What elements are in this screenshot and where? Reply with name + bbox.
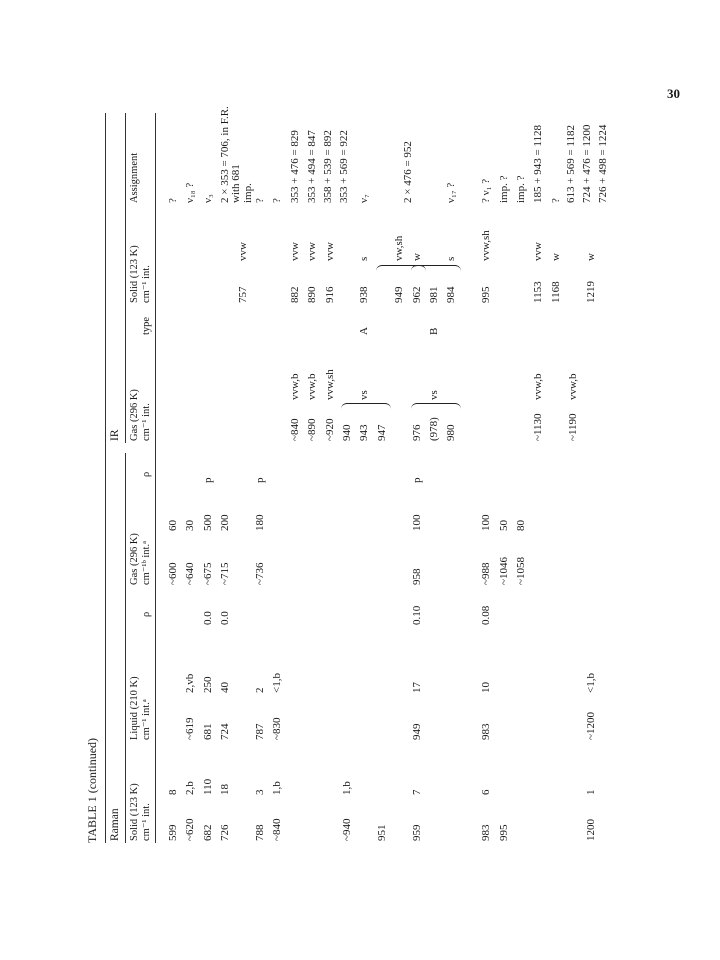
solid-raman-value: ~620 <box>184 818 197 841</box>
gas-ir-intensity: vvw,sh <box>323 369 336 400</box>
solid-ir-intensity: vvw <box>306 242 319 261</box>
assignment-value: 724 + 476 = 1200 <box>581 124 594 203</box>
header-solid-raman-1: Solid (123 K) <box>129 783 140 841</box>
solid-raman-intensity: 8 <box>167 789 179 795</box>
rule-header-bottom <box>155 113 156 843</box>
gas-ir-value: 943 <box>358 424 371 441</box>
header-gas-ir-2: cm⁻¹ int. <box>141 403 152 441</box>
header-liquid-1: Liquid (210 K) <box>129 676 140 740</box>
assignment-value: imp. <box>241 183 254 203</box>
gas-ir-intensity: vvw,b <box>306 373 319 400</box>
gas-ir-value: ~1130 <box>532 413 545 441</box>
rule-raman <box>125 453 126 843</box>
assignment-value: ? ν₁ ? <box>480 178 493 203</box>
header-gas-ir-1: Gas (296 K) <box>129 389 140 441</box>
assignment-value: imp. ? <box>497 175 510 203</box>
solid-raman-value: ~940 <box>341 818 353 841</box>
solid-raman-value: 599 <box>167 824 179 841</box>
solid-raman-value: 682 <box>201 824 214 841</box>
gas-raman-intensity: 50 <box>497 520 510 531</box>
solid-ir-value: 890 <box>306 286 319 303</box>
assignment-value: imp. ? <box>515 175 527 203</box>
solid-raman-value: 726 <box>219 824 232 841</box>
solid-raman-intensity: 1,b <box>271 781 284 795</box>
rho2-value: p <box>254 477 266 483</box>
rho1-value: 0.0 <box>219 611 232 625</box>
solid-ir-value: 981 <box>428 286 440 303</box>
gas-ir-intensity: vs <box>428 390 440 400</box>
header-solid-ir-2: cm⁻¹ int. <box>141 265 152 303</box>
solid-ir-intensity: w <box>549 253 562 261</box>
solid-ir-intensity: s <box>358 256 371 261</box>
liquid-value: 983 <box>480 723 493 740</box>
gas-raman-value: ~1046 <box>497 557 510 585</box>
gas-raman-intensity: 200 <box>219 514 232 531</box>
solid-ir-value: 757 <box>236 286 249 303</box>
rotated-data-table <box>85 106 645 843</box>
group-brace <box>376 265 426 271</box>
solid-ir-intensity: vvw,sh <box>480 230 493 261</box>
group-ir: IR <box>109 429 121 441</box>
group-brace <box>341 403 391 409</box>
solid-ir-intensity: vvw <box>236 242 249 261</box>
solid-ir-value: 1153 <box>532 281 545 303</box>
type-value: B <box>428 327 440 335</box>
assignment-value: ν₇ <box>358 194 371 203</box>
rho2-value: p <box>201 477 214 483</box>
header-gas-raman-1: Gas (296 K) <box>129 533 140 585</box>
solid-ir-intensity: w <box>410 253 423 261</box>
solid-raman-value: 983 <box>480 824 493 841</box>
gas-ir-value: (978) <box>428 417 440 441</box>
solid-raman-intensity: 1 <box>584 789 597 795</box>
assignment-value: with 681 <box>229 164 242 203</box>
liquid-value: 681 <box>201 723 214 740</box>
gas-raman-intensity: 100 <box>480 514 493 531</box>
gas-raman-value: ~715 <box>219 562 232 585</box>
gas-raman-intensity: 500 <box>201 514 214 531</box>
liquid-value: ~830 <box>271 717 284 740</box>
solid-ir-intensity: vvw <box>323 242 336 261</box>
liquid-intensity: 2 <box>254 687 266 693</box>
assignment-value: 353 + 476 = 829 <box>288 130 301 203</box>
gas-raman-intensity: 80 <box>515 520 527 531</box>
assignment-value: ν₃ <box>201 194 214 203</box>
solid-ir-value: 916 <box>323 286 336 303</box>
assignment-value: 353 + 569 = 922 <box>337 130 350 203</box>
group-brace <box>411 403 461 409</box>
liquid-intensity: 250 <box>201 676 214 693</box>
assignment-value: ? <box>167 198 179 203</box>
header-rho2: ρ <box>141 471 152 477</box>
gas-ir-value: ~890 <box>306 418 319 441</box>
rule-ir <box>125 113 126 443</box>
solid-raman-value: ~840 <box>271 818 284 841</box>
header-gas-raman-2: cm⁻¹ᵇ int.ᵃ <box>141 541 152 585</box>
solid-raman-intensity: 2,b <box>184 781 197 795</box>
liquid-intensity: 10 <box>480 682 493 693</box>
assignment-value: ? <box>254 198 266 203</box>
gas-ir-value: ~920 <box>323 418 336 441</box>
assignment-value: 358 + 539 = 892 <box>321 130 334 203</box>
gas-raman-intensity: 180 <box>254 514 266 531</box>
gas-raman-value: ~736 <box>254 562 266 585</box>
liquid-intensity: 2,vb <box>184 673 197 693</box>
gas-raman-value: ~675 <box>201 562 214 585</box>
solid-ir-value: 938 <box>358 286 371 303</box>
assignment-value: 353 + 494 = 847 <box>306 130 319 203</box>
solid-ir-intensity: s <box>445 256 458 261</box>
solid-ir-value: 882 <box>288 286 301 303</box>
solid-ir-value: 1168 <box>549 281 562 303</box>
solid-raman-intensity: 7 <box>410 789 423 795</box>
liquid-intensity: 40 <box>219 682 232 693</box>
assignment-value: 2 × 353 = 706, in F.R. <box>219 106 232 203</box>
liquid-value: ~1200 <box>584 712 597 740</box>
header-type: type <box>141 316 152 335</box>
solid-raman-intensity: 18 <box>219 784 232 795</box>
type-value: A <box>358 327 371 335</box>
solid-ir-value: 1219 <box>584 281 597 303</box>
table-title: TABLE 1 (continued) <box>85 737 99 843</box>
gas-ir-intensity: vs <box>358 390 371 400</box>
header-liquid-2: cm⁻¹ int.ᵃ <box>141 699 152 740</box>
solid-ir-intensity: vvw <box>532 242 545 261</box>
solid-raman-value: 1200 <box>584 819 597 841</box>
header-solid-ir-1: Solid (123 K) <box>129 245 140 303</box>
solid-raman-value: 959 <box>410 824 423 841</box>
solid-raman-intensity: 1,b <box>341 781 353 795</box>
rho1-value: 0.08 <box>480 605 493 625</box>
rule-top <box>105 113 106 843</box>
gas-ir-intensity: vvw,b <box>288 373 301 400</box>
gas-ir-value: 947 <box>375 424 388 441</box>
solid-raman-intensity: 6 <box>480 789 493 795</box>
solid-ir-intensity: vw,sh <box>393 235 406 261</box>
liquid-intensity: 17 <box>410 682 423 693</box>
gas-ir-value: ~1190 <box>567 413 580 441</box>
assignment-value: ? <box>549 198 562 203</box>
solid-ir-intensity: vvw <box>288 242 301 261</box>
assignment-value: 185 + 943 = 1128 <box>532 125 545 203</box>
solid-raman-value: 951 <box>375 824 388 841</box>
solid-ir-value: 962 <box>410 286 423 303</box>
solid-raman-intensity: 110 <box>201 778 214 795</box>
rho2-value: p <box>410 477 423 483</box>
header-assignment: Assignment <box>129 152 140 203</box>
group-raman: Raman <box>109 808 121 841</box>
solid-raman-intensity: 3 <box>254 789 266 795</box>
gas-raman-intensity: 30 <box>184 520 197 531</box>
assignment-value: ν₁₈ ? <box>184 182 197 203</box>
liquid-value: 949 <box>410 723 423 740</box>
header-solid-raman-2: cm⁻¹ int. <box>141 803 152 841</box>
gas-raman-value: ~640 <box>184 562 197 585</box>
solid-ir-value: 995 <box>480 286 493 303</box>
solid-ir-value: 949 <box>393 286 406 303</box>
assignment-value: 726 + 498 = 1224 <box>596 124 609 203</box>
liquid-intensity: <1,b <box>584 673 597 693</box>
rho1-value: 0.10 <box>410 605 423 625</box>
gas-ir-value: 940 <box>341 424 353 441</box>
gas-ir-value: 976 <box>410 424 423 441</box>
assignment-value: 613 + 569 = 1182 <box>565 125 578 203</box>
page-number: 30 <box>667 86 680 101</box>
rho1-value: 0.0 <box>201 611 214 625</box>
gas-ir-intensity: vvw,b <box>532 373 545 400</box>
gas-raman-value: ~988 <box>480 562 493 585</box>
solid-raman-value: 995 <box>497 824 510 841</box>
gas-raman-value: ~1058 <box>515 557 527 585</box>
gas-ir-value: 980 <box>445 424 458 441</box>
liquid-value: 724 <box>219 723 232 740</box>
solid-raman-value: 788 <box>254 824 266 841</box>
assignment-value: 2 × 476 = 952 <box>401 141 414 203</box>
gas-raman-intensity: 100 <box>410 514 423 531</box>
assignment-value: ? <box>271 198 284 203</box>
gas-ir-intensity: vvw,b <box>567 373 580 400</box>
liquid-intensity: <1,b <box>271 673 284 693</box>
solid-ir-value: 984 <box>445 286 458 303</box>
gas-raman-intensity: 60 <box>167 520 179 531</box>
assignment-value: ν₁₇ ? <box>445 182 458 203</box>
gas-raman-value: 958 <box>410 568 423 585</box>
gas-ir-value: ~840 <box>288 418 301 441</box>
header-rho1: ρ <box>141 611 152 617</box>
liquid-value: 787 <box>254 723 266 740</box>
solid-ir-intensity: w <box>584 253 597 261</box>
gas-raman-value: ~600 <box>167 562 179 585</box>
liquid-value: ~619 <box>184 717 197 740</box>
